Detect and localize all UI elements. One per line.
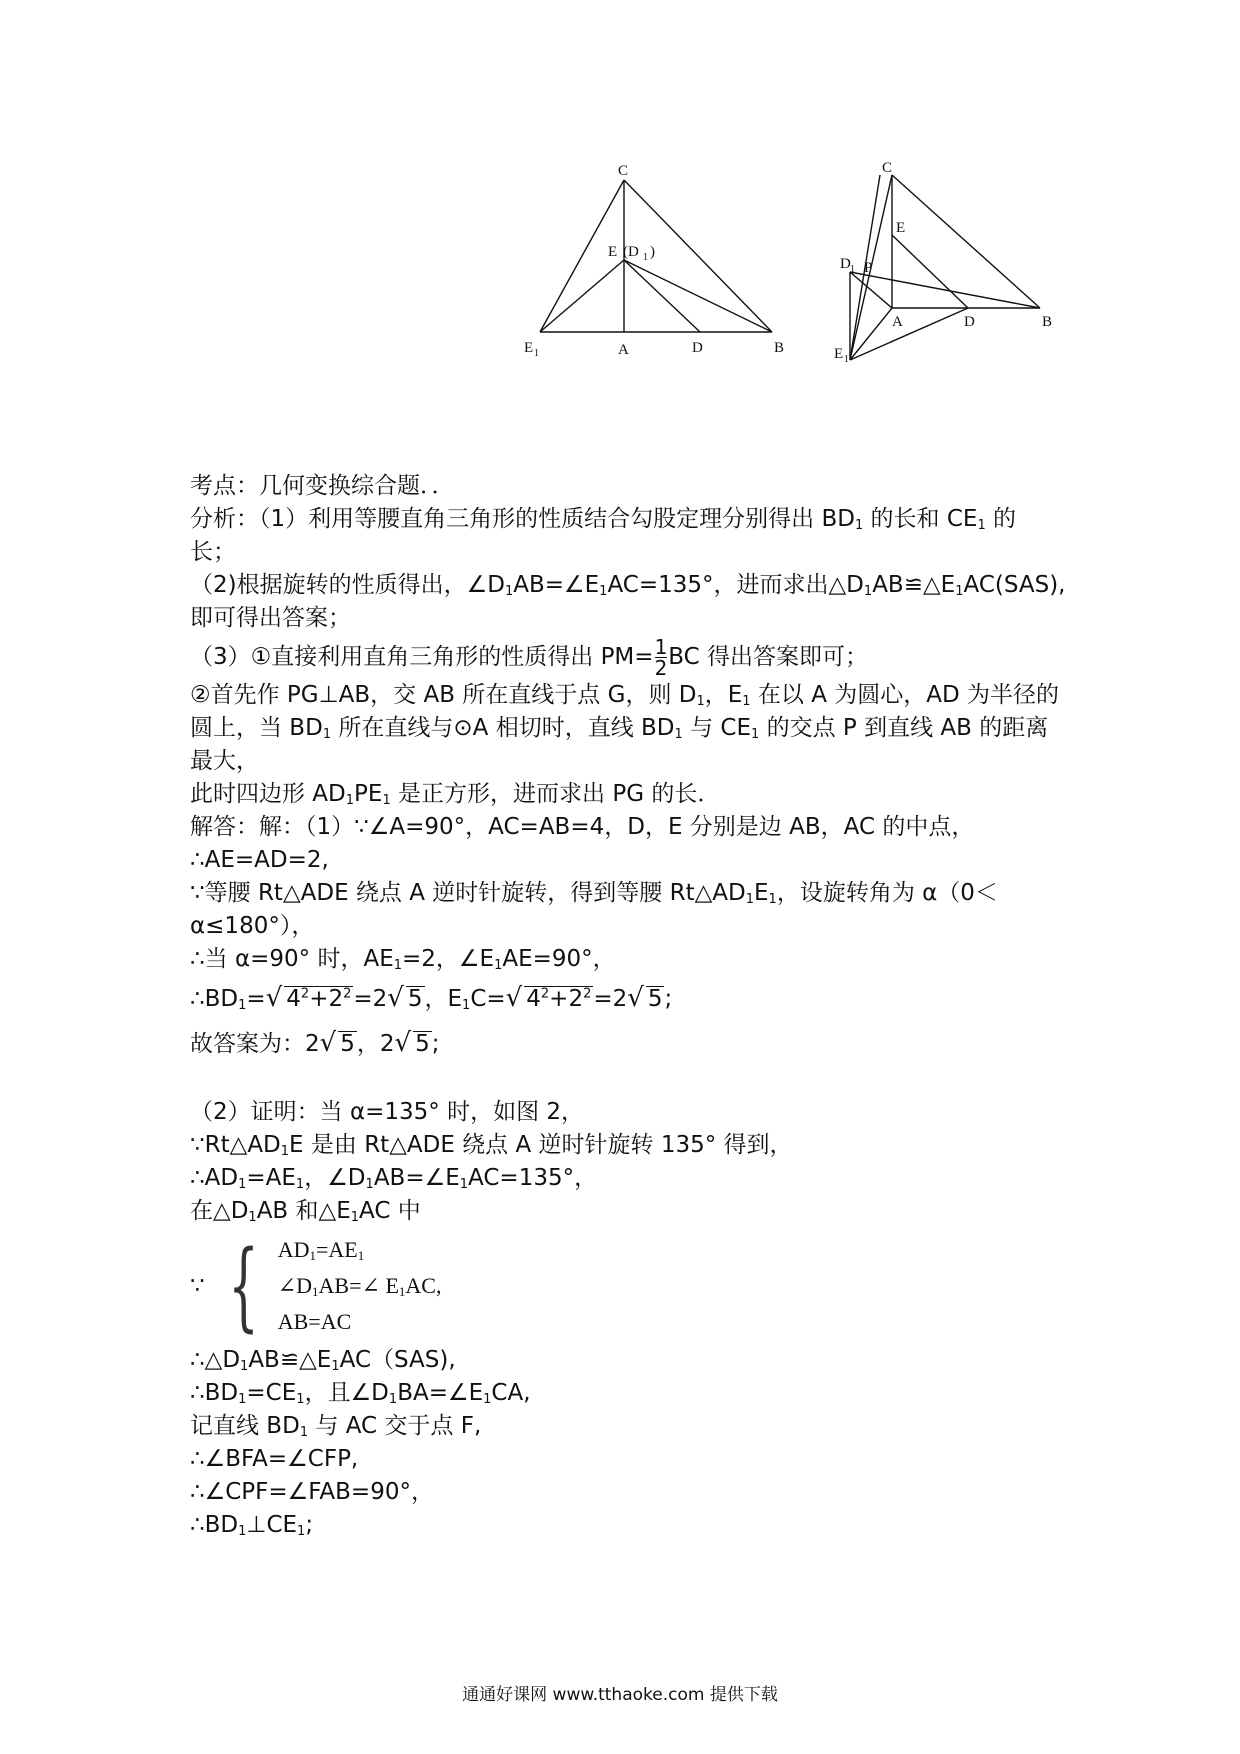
label-d1: D [840, 256, 851, 272]
segment-d1-b [850, 272, 1040, 308]
fraction-denominator: 2 [654, 656, 668, 680]
text: ，2 [356, 1031, 395, 1057]
text: AB=∠E [373, 1165, 460, 1191]
text: （2)根据旋转的性质得出，∠D [190, 572, 505, 598]
text: ∴∠BFA=∠CFP, [190, 1446, 359, 1472]
text: =2 [593, 986, 628, 1012]
text: ∴AE=AD=2, [190, 847, 329, 873]
subscript: 1 [955, 584, 964, 599]
text: ∴∠CPF=∠FAB=90°， [190, 1479, 434, 1505]
text: α≤180°）， [190, 913, 315, 939]
text: PE [354, 781, 383, 807]
subscript: 1 [494, 958, 503, 973]
label-d1-close: ) [650, 244, 655, 260]
sqrt-icon: √ [627, 983, 644, 1013]
segment-e-d [892, 235, 968, 308]
subscript: 1 [238, 998, 247, 1013]
label-e1: E [524, 340, 534, 356]
subscript: 1 [299, 1425, 309, 1440]
system-row [278, 1268, 442, 1304]
subscript: 1 [238, 1524, 247, 1539]
subscript: 1 [393, 958, 403, 973]
figure-2 [820, 160, 1070, 370]
text: 的交点 P 到直线 AB 的距离 [759, 715, 1049, 741]
text: AC 中 [359, 1198, 421, 1224]
text: 此时四边形 AD [190, 781, 346, 807]
superscript: 2 [583, 986, 592, 1002]
text: AC=135°， [468, 1165, 598, 1191]
text: （2）证明：当 α=135° 时，如图 2， [190, 1099, 585, 1125]
text: 长； [190, 539, 236, 565]
text: AB≌△E [872, 572, 956, 598]
text-line [190, 1021, 1070, 1066]
text: 考点：几何变换综合题．． [190, 473, 455, 499]
segment-e1-d [850, 308, 968, 360]
system-row [278, 1232, 442, 1268]
text-line [190, 1195, 1070, 1228]
text-line [190, 976, 1070, 1021]
system-row [278, 1304, 442, 1340]
text: =AE [246, 1165, 296, 1191]
text-line [190, 569, 1070, 602]
subscript: 1 [297, 1524, 306, 1539]
sqrt-icon: √ [394, 1028, 412, 1058]
superscript: 2 [300, 986, 310, 1002]
text: C= [470, 986, 506, 1012]
spacer [190, 1066, 1070, 1096]
text-line [190, 943, 1070, 976]
text-line [190, 1443, 1070, 1476]
text: =CE [246, 1380, 297, 1406]
text: BC 得出答案即可； [668, 644, 869, 670]
subscript: 1 [768, 892, 777, 907]
text-line [190, 778, 1070, 811]
text: ，设旋转角为 α（0＜ [776, 880, 998, 906]
text-line [190, 1410, 1070, 1443]
text: 在以 A 为圆心，AD 为半径的 [750, 682, 1060, 708]
subscript: 1 [459, 1177, 469, 1192]
text-line [190, 844, 1070, 877]
page-footer: 通通好课网 www.tthaoke.com 提供下载 [462, 1685, 778, 1705]
text: （3）①直接利用直角三角形的性质得出 PM= [190, 644, 654, 670]
subscript: 1 [238, 1392, 247, 1407]
text-line [190, 1162, 1070, 1195]
subscript: 1 [350, 1210, 360, 1225]
radicand: 5 [647, 986, 663, 1012]
text-line [190, 1344, 1070, 1377]
label-c: C [618, 163, 629, 179]
label-e: E [608, 244, 618, 260]
text: AB=AC [277, 1309, 352, 1334]
text: 在△D [190, 1198, 249, 1224]
label-e: E [896, 220, 906, 236]
subscript: 1 [309, 1248, 316, 1263]
subscript: 1 [296, 1392, 305, 1407]
subscript: 1 [357, 1248, 365, 1263]
label-b: B [1042, 314, 1053, 330]
text: ; [305, 1512, 314, 1538]
text: ∴AD [190, 1165, 239, 1191]
text-line [190, 635, 1070, 679]
subscript: 1 [312, 1284, 319, 1299]
text: =AE [316, 1237, 358, 1262]
subscript: 1 [854, 518, 864, 533]
subscript: 1 [382, 793, 391, 808]
superscript: 2 [540, 986, 550, 1002]
subscript: 1 [483, 1392, 492, 1407]
because-symbol: ∵ [190, 1272, 205, 1299]
subscript: 1 [599, 584, 608, 599]
text: ，E [424, 986, 463, 1012]
label-p: P [864, 260, 873, 276]
segment-d1-a [850, 272, 892, 308]
sqrt-icon: √ [387, 983, 404, 1013]
text-line [190, 811, 1070, 844]
text-line [190, 602, 1070, 635]
label-e1-sub: 1 [844, 354, 849, 365]
text-line [190, 910, 1070, 943]
segment-c-b [892, 175, 1040, 308]
label-d1-sub: 1 [643, 252, 648, 263]
text: ∠D [277, 1273, 313, 1298]
text: 4 [526, 986, 541, 1012]
text: ∴△D [190, 1347, 241, 1373]
radicand [524, 986, 593, 1011]
text: ; [431, 1031, 440, 1057]
text: AB≌△E [248, 1347, 332, 1373]
text: ; [664, 986, 673, 1012]
figure-1-svg [520, 160, 820, 360]
text: AD [277, 1237, 310, 1262]
text: 故答案为：2 [190, 1031, 320, 1057]
text: 与 AC 交于点 F, [308, 1413, 482, 1439]
text: 圆上，当 BD [190, 715, 323, 741]
text: AC(SAS), [963, 572, 1066, 598]
subscript: 1 [863, 584, 873, 599]
radicand [284, 986, 353, 1011]
text: 与 CE [682, 715, 752, 741]
subscript: 1 [742, 694, 751, 709]
text-line [190, 1509, 1070, 1542]
figure-2-svg [820, 160, 1070, 370]
system-rows [278, 1232, 442, 1340]
text: =2，∠E [402, 946, 495, 972]
text-line [190, 536, 1070, 569]
text: ∴BD [190, 1512, 239, 1538]
subscript: 1 [248, 1210, 257, 1225]
label-d1-sub: 1 [850, 264, 855, 275]
label-d: D [964, 314, 975, 330]
text: AB=∠E [513, 572, 600, 598]
subscript: 1 [977, 518, 986, 533]
label-c: C [882, 160, 893, 176]
label-a: A [892, 314, 903, 330]
text: +2 [549, 986, 584, 1012]
fraction-numerator: 1 [654, 635, 668, 659]
superscript: 2 [343, 986, 352, 1002]
radicand: 5 [340, 1031, 355, 1057]
text: AC, [405, 1273, 442, 1298]
sqrt-icon: √ [319, 1028, 337, 1058]
subscript: 1 [751, 727, 760, 742]
subscript: 1 [322, 727, 332, 742]
solution-text [190, 470, 1070, 1542]
label-a: A [618, 342, 629, 358]
label-d: D [692, 340, 703, 356]
text: AB=∠ E [318, 1273, 399, 1298]
text: ∴BD [190, 1380, 239, 1406]
equation-system [190, 1232, 1070, 1340]
text-line [190, 470, 1070, 503]
text: 的 [985, 506, 1017, 532]
text: ，E [704, 682, 743, 708]
label-e1-sub: 1 [534, 348, 539, 359]
text-line [190, 1129, 1070, 1162]
text-line [190, 712, 1070, 745]
text-line [190, 503, 1070, 536]
text: 分析：（1）利用等腰直角三角形的性质结合勾股定理分别得出 BD [190, 506, 855, 532]
subscript: 1 [504, 584, 514, 599]
text: 记直线 BD [190, 1413, 300, 1439]
subscript: 1 [238, 1177, 247, 1192]
subscript: 1 [280, 1144, 290, 1159]
text: ∴BD [190, 986, 239, 1012]
text: ，∠D [304, 1165, 366, 1191]
text: 所在直线与⊙A 相切时，直线 BD [331, 715, 675, 741]
text-line [190, 1096, 1070, 1129]
text: ，且∠D [304, 1380, 389, 1406]
text: ②首先作 PG⊥AB，交 AB 所在直线于点 G，则 D [190, 682, 697, 708]
text-line [190, 679, 1070, 712]
figure-1 [520, 160, 820, 360]
subscript: 1 [745, 892, 754, 907]
subscript: 1 [674, 727, 683, 742]
text: =2 [353, 986, 388, 1012]
subscript: 1 [295, 1177, 305, 1192]
segment-e-e1 [540, 260, 624, 332]
text: ∴当 α=90° 时，AE [190, 946, 394, 972]
text-line [190, 877, 1070, 910]
segment-e-d [624, 260, 700, 332]
text: +2 [309, 986, 344, 1012]
text: 的长和 CE [863, 506, 978, 532]
text: 4 [286, 986, 301, 1012]
text: 最大， [190, 748, 259, 774]
text-line [190, 745, 1070, 778]
subscript: 1 [345, 793, 355, 808]
text: ∵等腰 Rt△ADE 绕点 A 逆时针旋转，得到等腰 Rt△AD [190, 880, 746, 906]
text: AE=90°， [502, 946, 616, 972]
subscript: 1 [240, 1359, 249, 1374]
text: ⊥CE [246, 1512, 298, 1538]
text: AB 和△E [256, 1198, 351, 1224]
text: 解答：解：（1）∵∠A=90°，AC=AB=4，D，E 分别是边 AB，AC 的中点， [190, 814, 975, 840]
text: AC（SAS), [339, 1347, 456, 1373]
subscript: 1 [696, 694, 705, 709]
text: E 是由 Rt△ADE 绕点 A 逆时针旋转 135° 得到， [289, 1132, 793, 1158]
fraction [655, 637, 668, 678]
text-line [190, 1476, 1070, 1509]
label-e1: E [834, 346, 844, 362]
radicand: 5 [415, 1031, 430, 1057]
radicand: 5 [407, 986, 423, 1012]
sqrt-icon: √ [505, 983, 523, 1013]
sqrt-icon: √ [265, 983, 283, 1013]
text: = [246, 986, 266, 1012]
subscript: 1 [365, 1177, 374, 1192]
text: AC=135°，进而求出△D [607, 572, 864, 598]
subscript: 1 [388, 1392, 398, 1407]
text: CA, [491, 1380, 531, 1406]
text-line [190, 1377, 1070, 1410]
subscript: 1 [462, 998, 471, 1013]
text: ∵Rt△AD [190, 1132, 281, 1158]
label-b: B [774, 340, 785, 356]
segment-e-b [624, 260, 772, 332]
text: 是正方形，进而求出 PG 的长． [390, 781, 721, 807]
subscript: 1 [331, 1359, 340, 1374]
text: 即可得出答案； [190, 605, 351, 631]
text: BA=∠E [397, 1380, 484, 1406]
subscript: 1 [398, 1284, 406, 1299]
label-d1-open: (D [623, 244, 639, 260]
text: E [754, 880, 769, 906]
brace-icon: { [227, 1230, 259, 1342]
